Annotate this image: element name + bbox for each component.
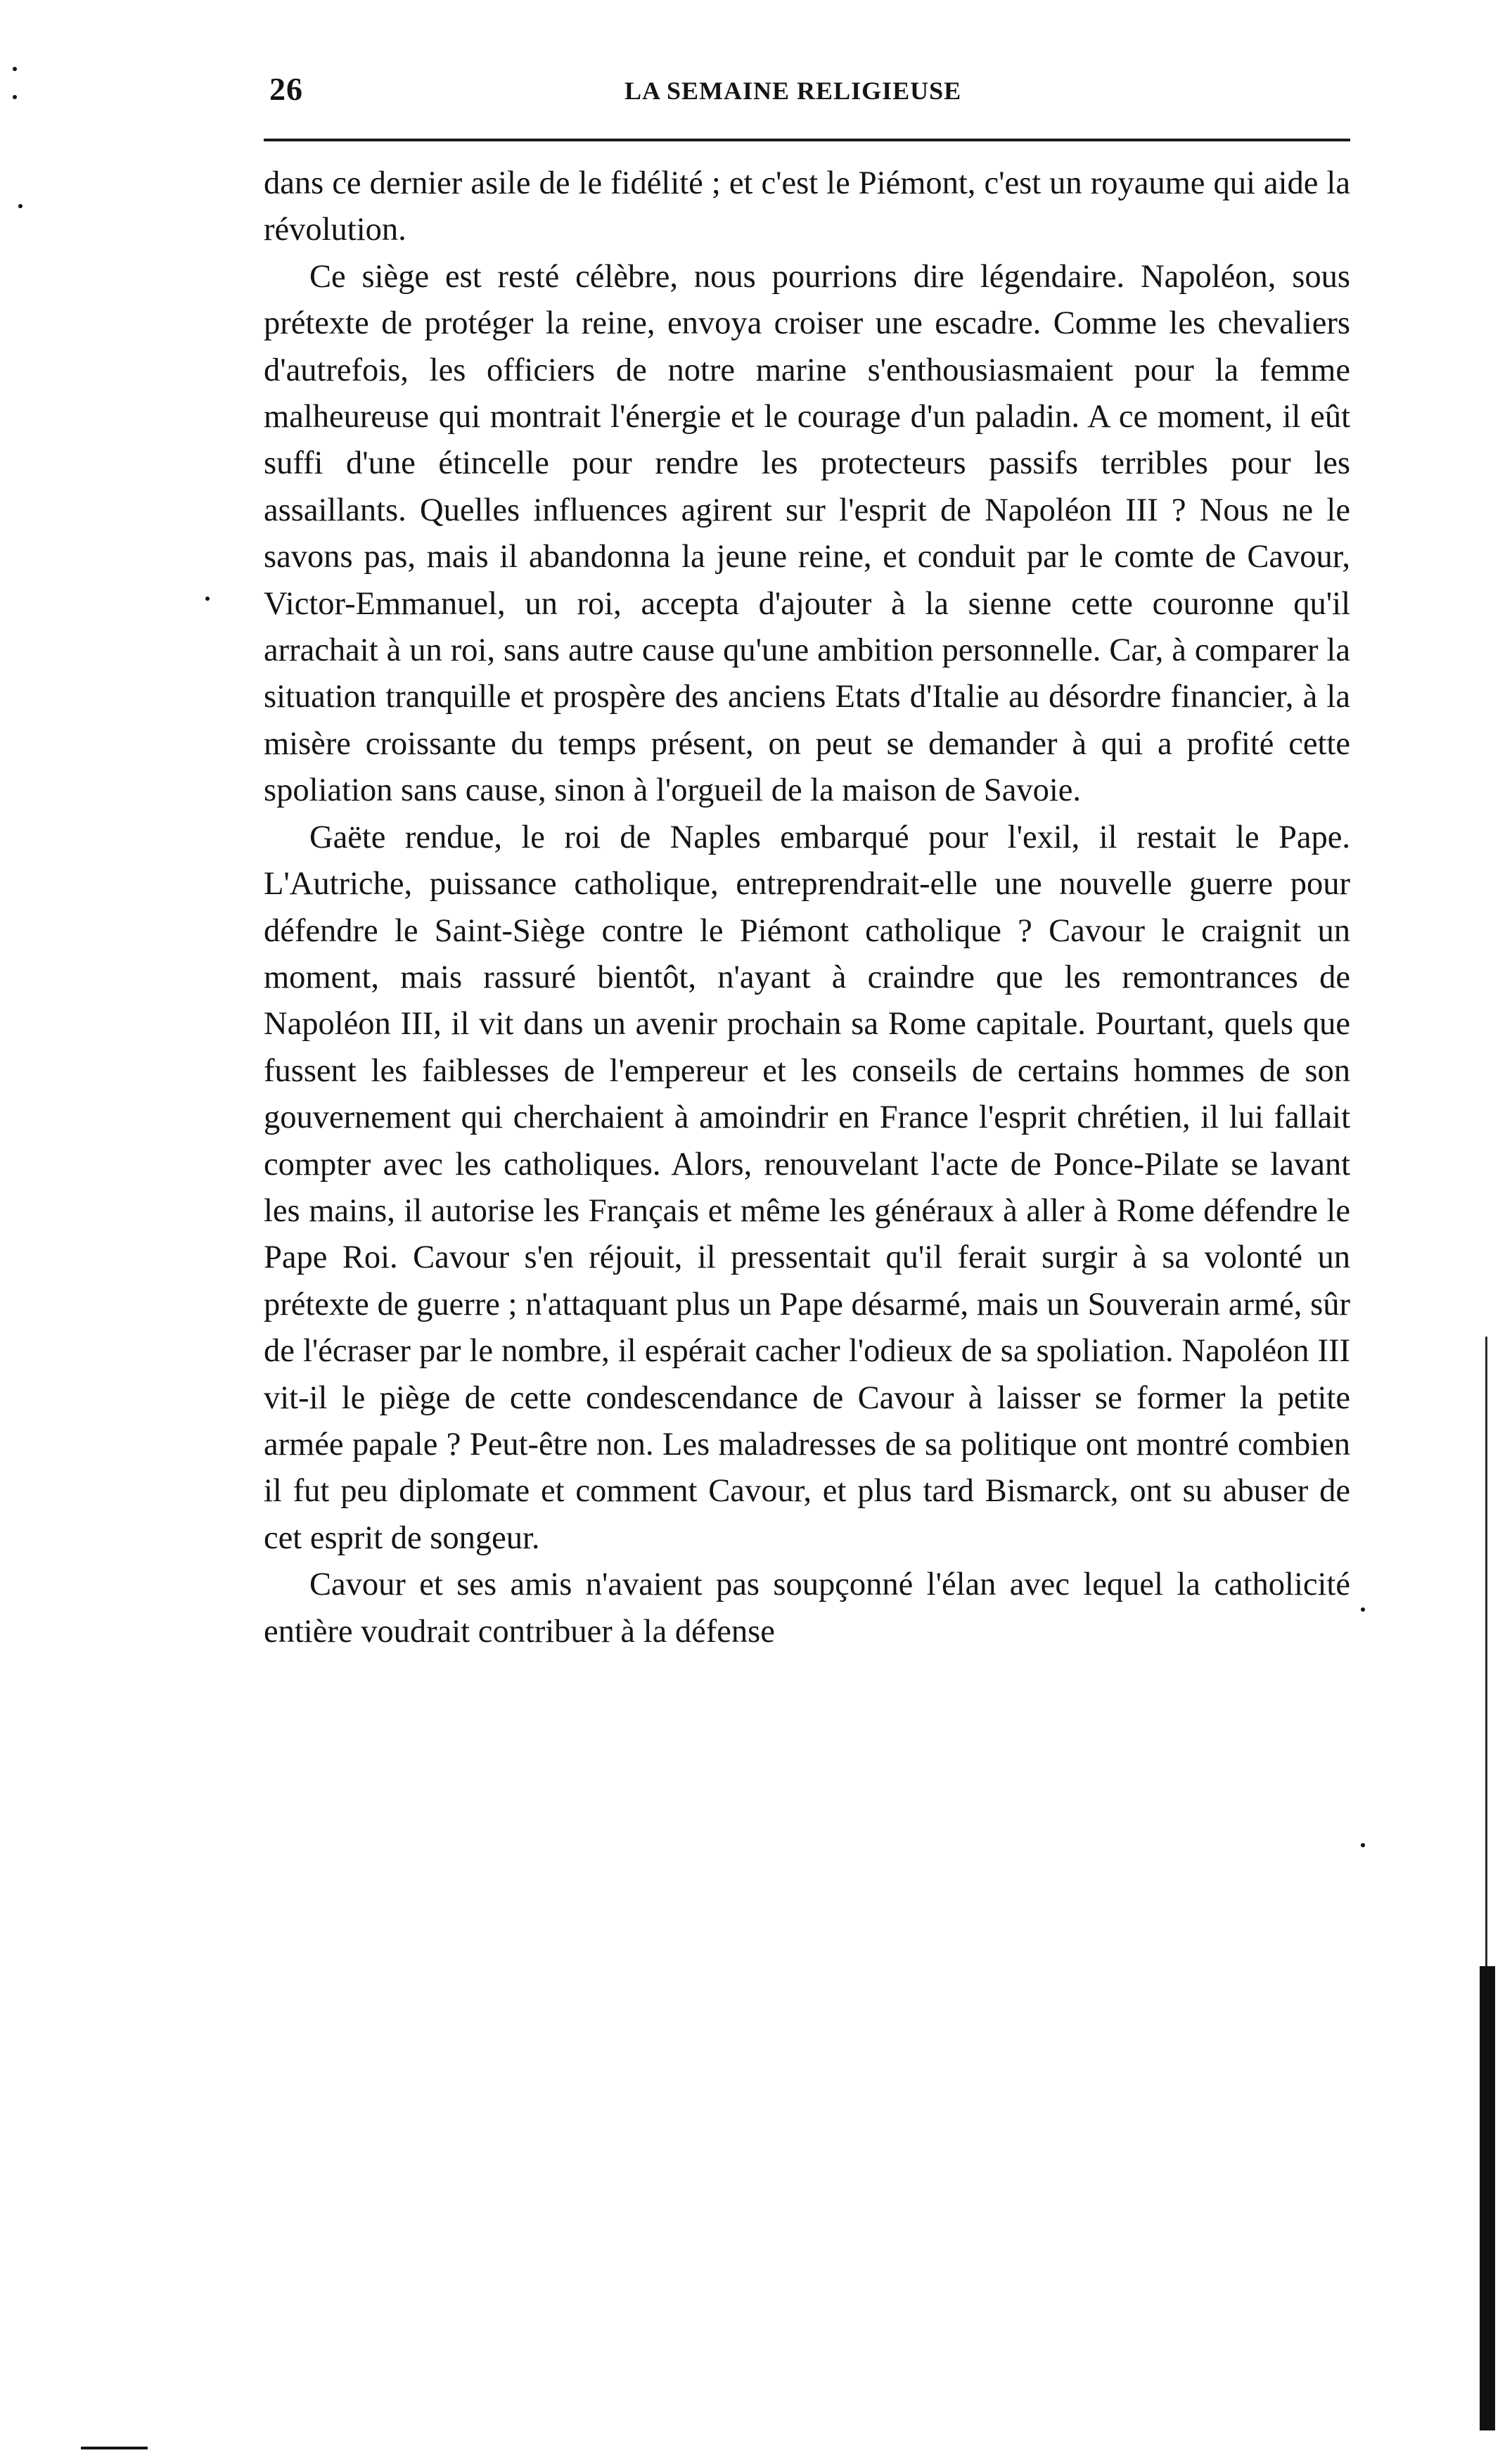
paragraph-3: Gaëte rendue, le roi de Naples embarqué pour l'exil, il restait le Pape. L'Autriche, puissance catholique, entreprendrait-elle une nouvelle guerre pour défendre le Saint-Siège contre le Piémont catholique ? Cavour le craignit un moment, mais rassuré bientôt, n'ayant à craindre que les remontrances de Napoléon III, il vit dans un avenir prochain sa Rome capitale. Pourtant, quels que fussent les faiblesses de l'empereur et les conseils de certains hommes de son gouvernement qui cherchaient à amoindrir en France l'esprit chrétien, il lui fallait compter avec les catholiques. Alors, renouvelant l'acte de Ponce-Pilate se lavant les mains, il autorise les Français et même les généraux à aller à Rome défendre le Pape Roi. Cavour s'en réjouit, il pressentait qu'il ferait surgir à sa volonté un prétexte de guerre ; n'attaquant plus un Pape désarmé, mais un Souverain armé, sûr de l'écraser par le nombre, il espérait cacher l'odieux de sa spoliation. Napoléon III vit-il le piège de cette condescendance de Cavour à laisser se former la petite armée papale ? Peut-être non. Les maladresses de sa politique ont montré combien il fut peu diplomate et comment Cavour, et plus tard Bismarck, ont su abuser de cet esprit de songeur. [264,819,1350,1556]
paragraph-1: dans ce dernier asile de le fidélité ; et c'est le Piémont, c'est un royaume qui aide la révolution. [264,165,1350,248]
header-rule [264,139,1350,141]
scan-speck [1361,1843,1365,1847]
page-header [264,65,1350,121]
scan-edge-bar [1480,1966,1495,2430]
scan-edge-line [1485,1337,1487,1970]
scan-speck [205,597,210,601]
scan-speck [1361,1607,1365,1612]
paragraph-2: Ce siège est resté célèbre, nous pourrions dire légendaire. Napoléon, sous prétexte de protéger la reine, envoya croiser une escadre. Comme les chevaliers d'autrefois, les officiers de notre marine s'enthousiasmaient pour la femme malheureuse qui montrait l'énergie et le courage d'un paladin. A ce moment, il eût suffi d'une étincelle pour rendre les protecteurs passifs terribles pour les assaillants. Quelles influences agirent sur l'esprit de Napoléon III ? Nous ne le savons pas, mais il abandonna la jeune reine, et conduit par le comte de Cavour, Victor-Emmanuel, un roi, accepta d'ajouter à la sienne cette couronne qu'il arrachait à un roi, sans autre cause qu'une ambition personnelle. Car, à comparer la situation tranquille et prospère des anciens Etats d'Italie au désordre financier, à la misère croissante du temps présent, on peut se demander à qui a profité cette spoliation sans cause, sinon à l'orgueil de la maison de Savoie. [264,258,1350,809]
scan-speck [13,67,17,71]
paragraph-4: Cavour et ses amis n'avaient pas soupçonné l'élan avec lequel la catholicité entière voudrait contribuer à la défense [264,1567,1350,1650]
scan-speck [13,95,17,99]
page-number: 26 [269,71,303,107]
running-title: LA SEMAINE RELIGIEUSE [624,77,962,105]
scan-corner-mark [81,2447,148,2449]
body-text [264,160,1350,1655]
scan-speck [18,204,23,208]
